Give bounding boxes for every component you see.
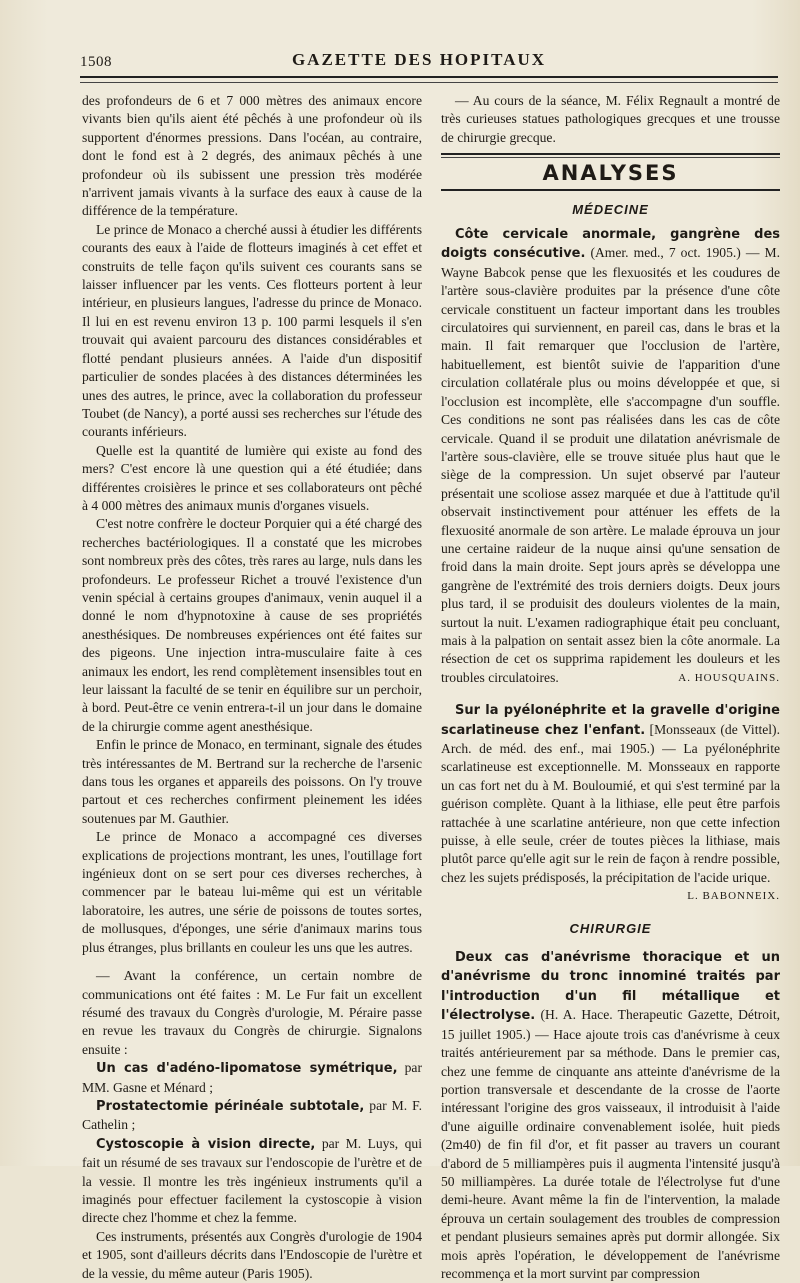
paragraph: — Au cours de la séance, M. Félix Regnault a montré de très curieuses statues pathologiques grecques et une trousse de chirurgie grecque.: [441, 93, 780, 145]
header-rule: [80, 76, 778, 78]
page-header: [58, 48, 780, 74]
left-column: [82, 92, 422, 1283]
article-body: (Amer. med., 7 oct. 1905.) — M. Wayne Babcok pense que les flexuosités et les coudures de l'artère sous-clavière produites par la présence d'une côte cervicale constituent un facteur important dans les troubles circulatoires qui surviennent, en pareil cas, dans le bras et la main. Il fait remarquer que l'occlusion de l'artère, habituellement, est bientôt suivie de l'apparition d'une circulation collatérale plus ou moins développée et que, si l'occlusion est incomplète, elle s'accompagne d'un souffle. Ces conditions ne sont pas réalisées dans les cas de côte cervicale. Quand il se produit une dilatation anévrismale de l'artère sous-clavière, elle se trouve située plus haut que le siège de la compression. Un sujet observé par l'auteur présentait une scoliose assez marquée et due à l'attitude qu'il observait instinctivement pour atténuer les effets de la flexuosité anormale de son artère. Le malade éprouva un jour une certaine raideur de la nuque ainsi qu'une sensation de froid dans la main droite. Sept jours après se développa une gangrène de l'extrémité des trois derniers doigts. Deux jours plus tard, il se produisit des douleurs violentes de la main, surtout la nuit. L'examen radiographique était peu concluant, mais à la palpation on sentait assez bien la côte anormale. La résection de cet os supprima rapidement les douleurs et les troubles circulatoires.: [441, 245, 780, 685]
communication-title: Un cas d'adéno-lipomatose symétrique,: [96, 1061, 398, 1077]
paragraph: Le prince de Monaco a cherché aussi à étudier les différents courants des eaux à l'aide de flotteurs imaginés à cet effet et construits de telle façon qu'ils suivent ces courants sans se laisser influencer par les vents. Ces flotteurs portent à leur intérieur, en plusieurs langues, l'adresse du prince de Monaco. Il lui en est revenu environ 13 p. 100 parmi lesquels il s'en trouvait qui avaient parcouru des distances considérables et flotté pendant plusieurs années. A l'aide d'un dispositif particulier de sondes placées à des distances déterminées les unes des autres, le prince, avec la collaboration du professeur Toubet (de Nancy), a porté aussi ses recherches sur l'étude des courants inférieurs.: [82, 221, 422, 440]
paragraph: Ces instruments, présentés aux Congrès d'urologie de 1904 et 1905, sont d'ailleurs décrits dans l'Endoscopie de l'urètre et de la vessie, du même auteur (Paris 1905).: [82, 1228, 422, 1281]
article-title: Deux cas d'anévrisme thoracique et un d'anévrisme du tronc innominé traités par l'introduction d'un fil métallique et l'électrolyse.: [441, 950, 780, 1024]
section-heading: ANALYSES: [542, 161, 679, 186]
header-rule-thin: [80, 82, 778, 83]
right-column: [441, 92, 780, 1283]
paragraph: — Avant la conférence, un certain nombre de communications ont été faites : M. Le Fur fait un excellent résumé des travaux du Congrès d'urologie, M. Péraire passe en revue les travaux du Congrès de chirurgie. Signalons ensuite :: [82, 968, 422, 1057]
article-title: Sur la pyélonéphrite et la gravelle d'origine scarlatineuse chez l'enfant.: [441, 703, 780, 738]
communication-text: par MM. Gasne et Ménard ;: [82, 1060, 422, 1095]
paragraph: [82, 1135, 422, 1228]
subsection-heading: MÉDECINE: [572, 201, 649, 217]
article-author: A. HOUSQUAINS.: [678, 671, 780, 684]
paragraph: des profondeurs de 6 et 7 000 mètres des animaux encore vivants bien qu'ils aient été pêchés à une profondeur où ils supportent d'énormes pressions. Dans l'océan, au contraire, dont le fond est à 2 degrés, des animaux pêchés à une profondeur où ils subissent une pression très modérée n'arrivent jamais vivants à la surface des eaux à cause de la différence de la température.: [82, 93, 422, 219]
article-body: (H. A. Hace. Therapeutic Gazette, Détroit, 15 juillet 1905.) — Hace ajoute trois cas d'anévrisme à ceux traités antérieurement par sa méthode. Dans le premier cas, chez une femme de cinquante ans atteinte d'anévrisme de la portion transversale et descendante de la crosse de l'aorte intéressant l'origine des gros vaisseaux, il introduisit à l'aide d'une aiguille ordinaire convenablement isolée, huit pieds (2m40) de fin fil d'or, et fit passer au travers un courant d'abord de 5 milliampères puis il augmenta l'intensité jusqu'à 50 milliampères. La durée totale de l'électrolyse fut d'une demi-heure. Avant même la fin de l'intervention, la malade éprouva un certain soulagement des troubles de compression et pendant plusieurs semaines après put dormir allongée. Six mois après l'opération, le développement de l'anévrisme recommença et la mort survint par compression: [441, 1007, 780, 1281]
article-title: Côte cervicale anormale, gangrène des doigts consécutive.: [441, 227, 780, 262]
page-number: 1508: [80, 54, 112, 70]
abstract: [441, 948, 780, 1283]
paragraph: [82, 1059, 422, 1097]
section-rule: [441, 153, 780, 155]
paragraph: Quelle est la quantité de lumière qui existe au fond des mers? C'est encore là une question qui a été étudiée; dans différentes croisières le prince et ses collaborateurs ont pêché à 4 000 mètres des animaux munis d'organes visuels.: [82, 442, 422, 513]
journal-title: GAZETTE DES HOPITAUX: [291, 50, 547, 69]
subsection-heading: CHIRURGIE: [569, 920, 652, 936]
abstract: [441, 701, 780, 903]
communication-text: par M. F. Cathelin ;: [82, 1097, 422, 1133]
paragraph: Le prince de Monaco a accompagné ces diverses explications de projections montrant, les unes, l'outillage fort ingénieux dont on se sert pour ces diverses recherches, à commencer par le bateau lui-même qui est un véritable laboratoire, les autres, une série de poissons de toutes sortes, de mollusques, d'éponges, une série d'animaux marins tous plus étranges, plus brillants en couleur les uns que les autres.: [82, 829, 422, 955]
article-body: [Monsseaux (de Vittel). Arch. de méd. des enf., mai 1905.) — La pyélonéphrite scarlatineuse est exceptionnelle. M. Monsseaux en rapporte un cas fort net du à M. Bouloumié, et qui s'est terminé par la guérison complète. Quant à la lithiase, elle peut être parfois rattachée à une scarlatine antérieure, non que cette infection puisse, à elle seule, créer de toutes pièces la lithiase, mais plutôt parce qu'elle agit sur le rein de façon à rendre possible, chez les sujets prédisposés, la précipitation de l'acide urique.: [441, 721, 780, 885]
paragraph: C'est notre confrère le docteur Porquier qui a été chargé des recherches bactériologiques. Il a constaté que les microbes sont nombreux près des côtes, très rares au large, nuls dans les profondeurs. Le professeur Richet a trouvé l'existence d'un venin spécial à certains groupes d'animaux, venin auquel il a donné le nom d'hypnotoxine à cause de ses propriétés anesthésiques. De nombreuses expériences ont été faites sur des pigeons. Une injection intra-musculaire faite à ces animaux les endort, les rend complètement insensibles tout en leur laissant la faculté de se tenir en équilibre sur un perchoir, à bord. Peut-être ce venin entrera-t-il un jour dans le domaine de la chirurgie comme agent anesthésique.: [82, 516, 422, 734]
article-author: L. BABONNEIX.: [687, 890, 780, 903]
paragraph: Enfin le prince de Monaco, en terminant, signale des études très intéressantes de M. Bertrand sur la recherche de l'arsenic dans tous les organes et appareils des poissons. On l'y trouve partout et ces recherches confirment pleinement les idées soutenues par M. Gauthier.: [82, 737, 422, 826]
communication-title: Prostatectomie périnéale subtotale,: [96, 1098, 365, 1114]
communication-text: par M. Luys, qui fait un résumé de ses travaux sur l'endoscopie de l'urètre et de la vessie. Il montre les très ingénieux instruments qu'il a imaginés pour effectuer facilement la cystoscopie à vision directe chez l'homme et chez la femme.: [82, 1135, 422, 1226]
paragraph: [82, 1097, 422, 1135]
communication-title: Cystoscopie à vision directe,: [96, 1136, 316, 1152]
abstract: [441, 225, 780, 687]
